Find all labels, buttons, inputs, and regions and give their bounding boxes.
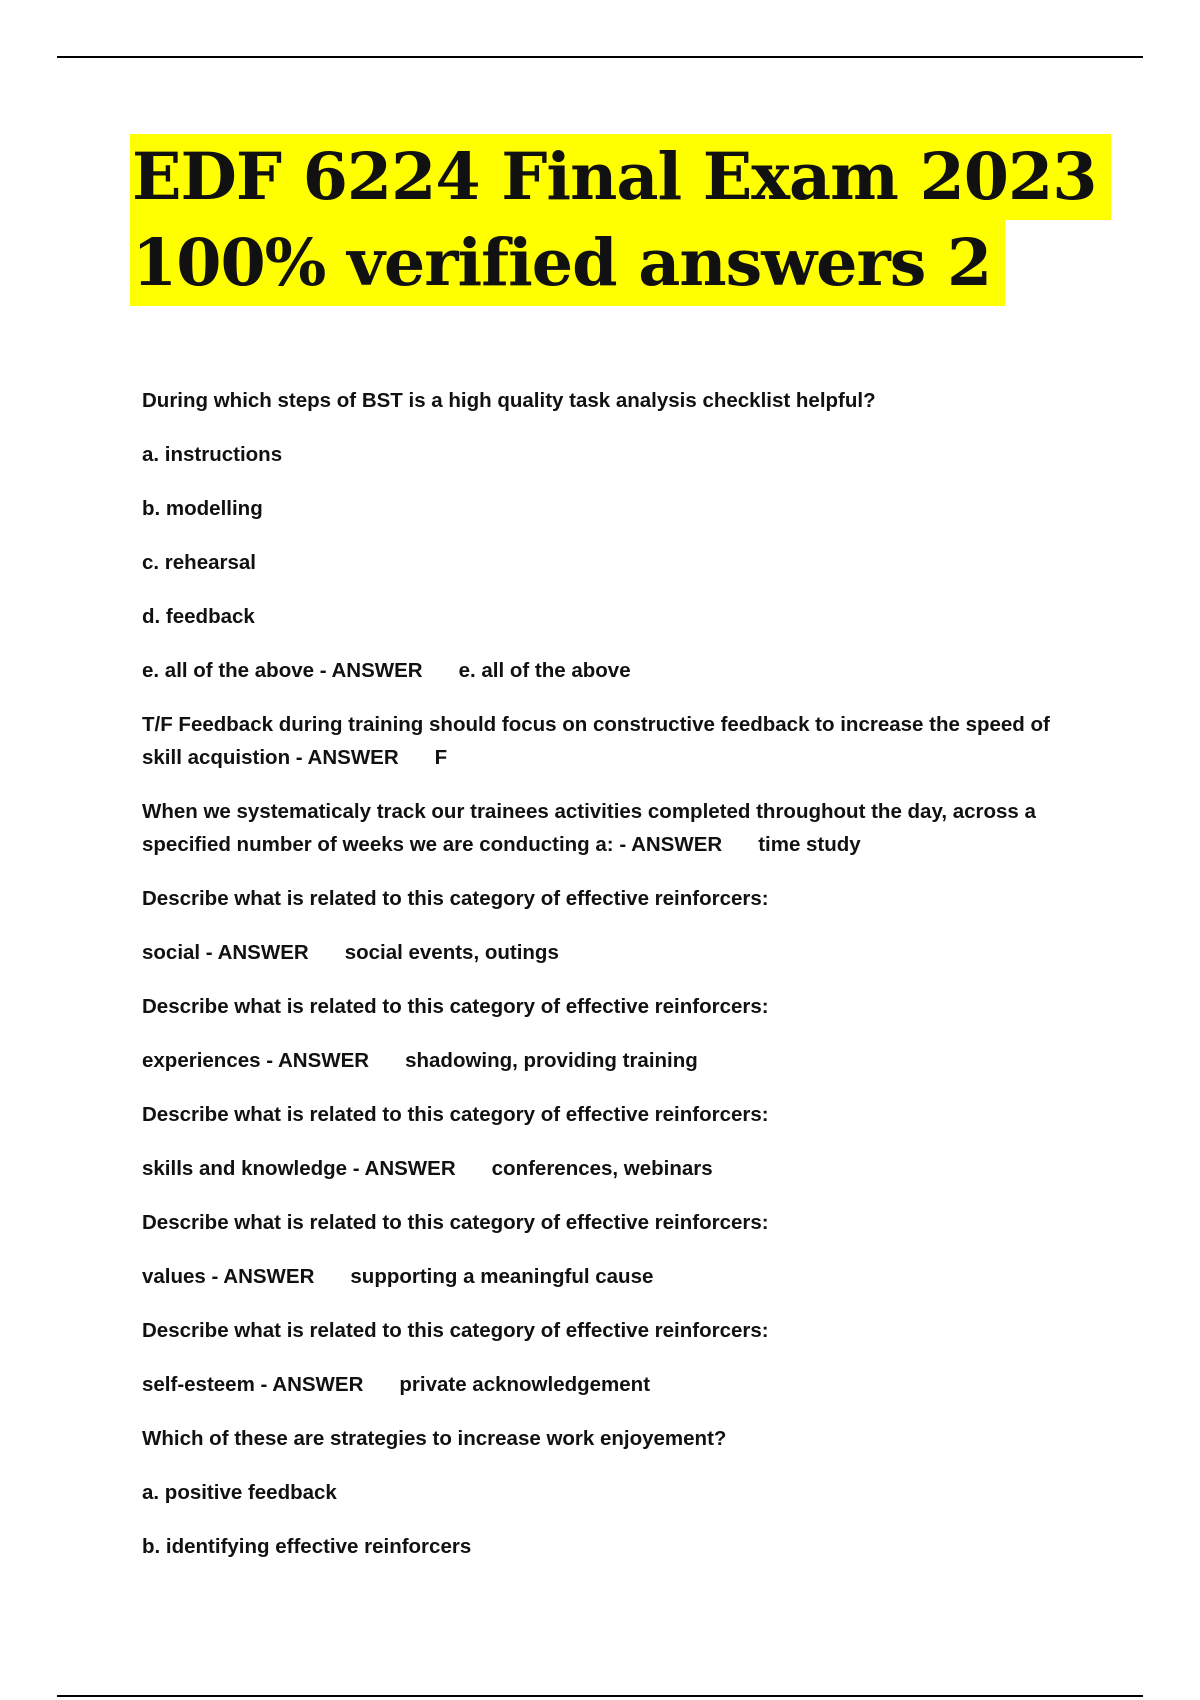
question-paragraph [142, 1314, 1092, 1347]
prompt-text: e. all of the above - ANSWER [142, 659, 423, 682]
option-text: a. instructions [142, 443, 283, 466]
answer-paragraph [142, 1152, 1092, 1185]
option-text: d. feedback [142, 605, 255, 628]
prompt-text: values - ANSWER [142, 1265, 315, 1288]
question-text: Describe what is related to this category of effective reinforcers: [142, 1103, 769, 1126]
bottom-divider [57, 1695, 1143, 1697]
answer-text: e. all of the above [458, 659, 631, 682]
option-text: a. positive feedback [142, 1481, 337, 1504]
question-paragraph [142, 1422, 1092, 1455]
question-text: Describe what is related to this category of effective reinforcers: [142, 1319, 769, 1342]
prompt-text: When we systematicaly track our trainees activities completed throughout the day, across a specified number of weeks we are conducting a: - ANSWER [142, 800, 1036, 856]
answer-text: F [434, 746, 448, 769]
option-paragraph [142, 1530, 1092, 1563]
prompt-text: experiences - ANSWER [142, 1049, 370, 1072]
question-paragraph [142, 990, 1092, 1023]
option-paragraph [142, 438, 1092, 471]
prompt-text: T/F Feedback during training should focus on constructive feedback to increase the speed of skill acquistion - ANSWER [142, 713, 1050, 769]
answer-paragraph [142, 795, 1092, 861]
option-paragraph [142, 600, 1092, 633]
prompt-text: self-esteem - ANSWER [142, 1373, 364, 1396]
question-text: Describe what is related to this category of effective reinforcers: [142, 1211, 769, 1234]
answer-paragraph [142, 936, 1092, 969]
answer-paragraph [142, 1260, 1092, 1293]
top-divider [57, 56, 1143, 58]
answer-paragraph [142, 1368, 1092, 1401]
question-paragraph [142, 882, 1092, 915]
answer-text: time study [758, 833, 861, 856]
document-title [130, 134, 1111, 306]
answer-text: supporting a meaningful cause [350, 1265, 654, 1288]
question-text: During which steps of BST is a high quality task analysis checklist helpful? [142, 389, 876, 412]
question-paragraph [142, 384, 1092, 417]
answer-paragraph [142, 1044, 1092, 1077]
qa-content [142, 384, 1092, 1584]
title-line-1: EDF 6224 Final Exam 2023 [130, 134, 1111, 220]
answer-text: shadowing, providing training [405, 1049, 698, 1072]
title-line-2: 100% verified answers 2 [130, 220, 1005, 306]
question-paragraph [142, 1206, 1092, 1239]
option-text: c. rehearsal [142, 551, 256, 574]
answer-text: social events, outings [344, 941, 559, 964]
answer-paragraph [142, 708, 1092, 774]
option-paragraph [142, 492, 1092, 525]
answer-text: private acknowledgement [399, 1373, 651, 1396]
prompt-text: skills and knowledge - ANSWER [142, 1157, 456, 1180]
question-paragraph [142, 1098, 1092, 1131]
answer-paragraph [142, 654, 1092, 687]
option-paragraph [142, 1476, 1092, 1509]
option-paragraph [142, 546, 1092, 579]
prompt-text: social - ANSWER [142, 941, 309, 964]
option-text: b. identifying effective reinforcers [142, 1535, 472, 1558]
question-text: Which of these are strategies to increase work enjoyement? [142, 1427, 727, 1450]
question-text: Describe what is related to this category of effective reinforcers: [142, 995, 769, 1018]
answer-text: conferences, webinars [491, 1157, 713, 1180]
option-text: b. modelling [142, 497, 263, 520]
question-text: Describe what is related to this category of effective reinforcers: [142, 887, 769, 910]
